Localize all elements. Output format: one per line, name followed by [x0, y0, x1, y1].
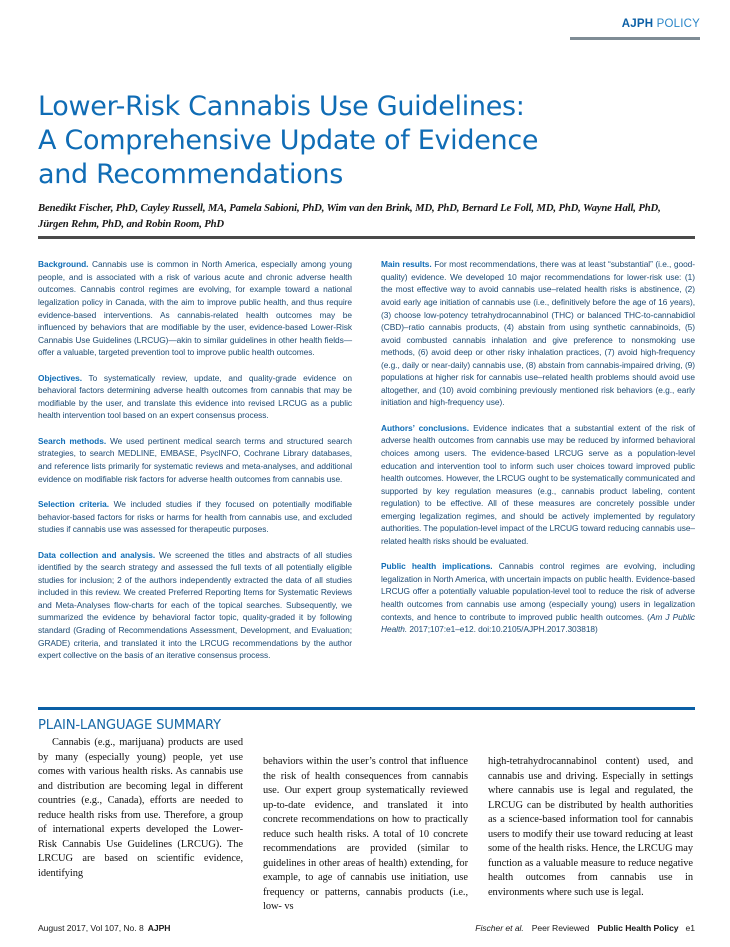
- plain-language-summary-text-1: Cannabis (e.g., marijuana) products are used by many (especially young) people, yet use comes with various health risks. As cannabis use and distribution are becoming legal in different countries (e.g., Canada), efforts are needed to reduce health risks from use. Therefore, a group of international experts developed the Lower-Risk Cannabis Use Guidelines (LRCUG). The LRCUG are based on scientific evidence, identifying: [38, 737, 243, 879]
- abstract-label-data-collection: Data collection and analysis.: [38, 549, 156, 560]
- abstract-divider: [38, 707, 695, 710]
- plain-language-summary-column-1: [38, 736, 243, 915]
- footer-author-et-al: Fischer et al.: [475, 923, 524, 933]
- plain-language-summary-text-3: high-tetrahydrocannabinol content) used, and cannabis use and driving. Especially in settings where cannabis use is legal and regulated, the LRCUG can be distributed by health authorities as a science-based information tool for cannabis users to modify their use toward reducing at least some of the health risks. Hence, the LRCUG may function as a valuable measure to reduce negative health outcomes from cannabis use in environments where such use is legal.: [488, 756, 693, 898]
- abstract-text-search-methods: We used pertinent medical search terms and structured search strategies, to search MEDLINE, EMBASE, PsycINFO, Cochrane Library databases, and reference lists primarily for systematic reviews and meta-analyses, and additional evidence on modifiable risk factors for adverse health outcomes from cannabis use.: [38, 435, 352, 484]
- author-divider: [38, 236, 695, 239]
- running-head-rule: [570, 37, 700, 40]
- plain-language-summary-text-2: behaviors within the user’s control that influence the risk of health consequences from cannabis use. Our expert group systematically reviewed up-to-date evidence, and translated it into concrete recommendations on how to practically reduce such health risks. A total of 10 concrete recommendations are provided (similar to guidelines in other areas of health) extending, for example, to age of cannabis use initiation, use frequency or patterns, cannabis products (i.e., low- vs: [263, 756, 468, 913]
- abstract-label-objectives: Objectives.: [38, 372, 82, 383]
- abstract-section-public-health-implications: [381, 560, 695, 635]
- running-head-section: POLICY: [656, 18, 700, 30]
- author-line-2: Jürgen Rehm, PhD, and Robin Room, PhD: [38, 218, 224, 230]
- abstract-section-search-methods: [38, 435, 352, 485]
- abstract-text-selection-criteria: We included studies if they focused on potentially modifiable behavior-based factors for risks or harms for health from cannabis use, and excluded studies if cannabis use was assessed for therapeutic purposes.: [38, 499, 352, 535]
- abstract-text-public-health-implications: Cannabis control regimes are evolving, including legalization in North America, with uncertain impacts on public health. Evidence-based LRCUG offer a potentially valuable population-level tool to reduce the risk of adverse health outcomes from cannabis use among (especially young) users in legalization contexts, and hence to contribute to improved public health outcomes. (: [381, 561, 695, 622]
- abstract-citation-journal: Am J Public Health.: [381, 611, 696, 635]
- abstract-text-objectives: To systematically review, update, and quality-grade evidence on behavioral factors determining adverse health outcomes from cannabis that may be modifiable by the user, and translate this evidence into revised LRCUG as a public health intervention tool based on an expert consensus process.: [38, 372, 352, 421]
- abstract-label-background: Background.: [38, 259, 89, 270]
- title-line-3: and Recommendations: [38, 159, 343, 191]
- footer-issue-info: [38, 923, 170, 933]
- abstract-column-left: [38, 250, 352, 662]
- abstract-text-background: Cannabis use is common in North America, especially among young people, and is associated with a risk of various acute and chronic adverse health outcomes. Cannabis control regimes are evolving, for example toward a national legalization policy in Canada, with the aim to improve public health, and thus require evidence-based interventions. As cannabis-related health outcomes may be influenced by behaviors that are modifiable by the user, evidence-based Lower-Risk Cannabis Use Guidelines (LRCUG)—akin to similar guidelines in other health fields—offer a valuable, targeted prevention tool to improve public health outcomes.: [38, 259, 352, 358]
- footer-peer-reviewed: Peer Reviewed: [531, 923, 590, 933]
- running-head-journal: AJPH: [621, 18, 654, 30]
- abstract-section-data-collection: [38, 549, 352, 662]
- abstract-section-main-results: [381, 258, 695, 409]
- author-list: [38, 200, 698, 232]
- abstract: [38, 250, 695, 662]
- abstract-label-search-methods: Search methods.: [38, 435, 107, 446]
- abstract-column-right: [381, 250, 695, 662]
- footer-article-info: [475, 923, 695, 933]
- author-line-1: Benedikt Fischer, PhD, Cayley Russell, MA, Pamela Sabioni, PhD, Wim van den Brink, MD, PhD, Bernard Le Foll, MD, PhD, Wayne Hall, PhD,: [38, 202, 661, 214]
- footer-section: Public Health Policy: [597, 923, 679, 933]
- abstract-section-background: [38, 258, 352, 358]
- abstract-label-authors-conclusions: Authors’ conclusions.: [381, 422, 469, 433]
- plain-language-summary: [38, 718, 695, 915]
- abstract-label-public-health-implications: Public health implications.: [381, 561, 493, 572]
- plain-language-summary-heading: PLAIN-LANGUAGE SUMMARY: [38, 718, 221, 733]
- abstract-section-authors-conclusions: [381, 422, 695, 547]
- title-line-2: A Comprehensive Update of Evidence: [38, 125, 539, 157]
- abstract-text-authors-conclusions: Evidence indicates that a substantial extent of the risk of adverse health outcomes from cannabis use may be reduced by informed behavioral choices among users. The evidence-based LRCUG serve as a population-level education and intervention tool to inform such user choices toward improved public health outcomes. However, the LRCUG ought to be systematically communicated and supported by key regulation measures (e.g., cannabis product labeling, content regulation) to be effective. All of these measures are concretely possible under emerging legalization regimes, and should be actively implemented by regulatory authorities. The population-level impact of the LRCUG toward reducing cannabis use–related health risks should be evaluated.: [381, 422, 695, 546]
- page-title: [38, 90, 638, 192]
- abstract-section-selection-criteria: [38, 498, 352, 536]
- running-head: [622, 18, 700, 30]
- plain-language-summary-columns: [38, 736, 695, 915]
- abstract-citation-detail: 2017;107:e1–e12. doi:10.2105/AJPH.2017.303818): [407, 624, 598, 635]
- abstract-text-main-results: For most recommendations, there was at least “substantial” (i.e., good-quality) evidence. We developed 10 major recommendations for lower-risk use: (1) the most effective way to avoid cannabis use–related health risks is abstinence, (2) avoid early age initiation of cannabis use (i.e., definitively before the age of 16 years), (3) choose low-potency tetrahydrocannabinol (THC) or balanced THC-to-cannabidiol (CBD)–ratio cannabis products, (4) abstain from using synthetic cannabinoids, (5) avoid combusted cannabis inhalation and give preference to nonsmoking use methods, (6) avoid deep or other risky inhalation practices, (7) avoid high-frequency (e.g., daily or near-daily) cannabis use, (8) abstain from cannabis-impaired driving, (9) populations at higher risk for cannabis use–related health problems should avoid use altogether, and (10) avoid combining previously mentioned risk behaviors (e.g., early initiation and high-frequency use).: [381, 259, 695, 408]
- abstract-section-objectives: [38, 372, 352, 422]
- abstract-label-selection-criteria: Selection criteria.: [38, 499, 109, 510]
- footer-page-number: e1: [685, 923, 695, 933]
- footer-issue: August 2017, Vol 107, No. 8: [38, 923, 144, 933]
- title-line-1: Lower-Risk Cannabis Use Guidelines:: [38, 91, 525, 123]
- footer-journal-abbrev: AJPH: [147, 923, 171, 933]
- abstract-text-data-collection: We screened the titles and abstracts of all studies identified by the search strategy and assessed the full texts of all potentially eligible studies for inclusion; 2 of the authors independently extracted the data of all studies included in this review. We created Preferred Reporting Items for Systematic Reviews and Meta-Analyses flow-charts for each of the topical searches. Subsequently, we summarized the evidence by behavioral factor topic, quality-graded it by following standard (Grading of Recommendations Assessment, Development, and Evaluation; GRADE) criteria, and translated it into the LRCUG recommendations by the author expert collective on the basis of an iterative consensus process.: [38, 549, 352, 661]
- plain-language-summary-column-3: [488, 736, 693, 915]
- page-footer: [38, 923, 695, 933]
- plain-language-summary-column-2: [263, 736, 468, 915]
- abstract-label-main-results: Main results.: [381, 259, 432, 270]
